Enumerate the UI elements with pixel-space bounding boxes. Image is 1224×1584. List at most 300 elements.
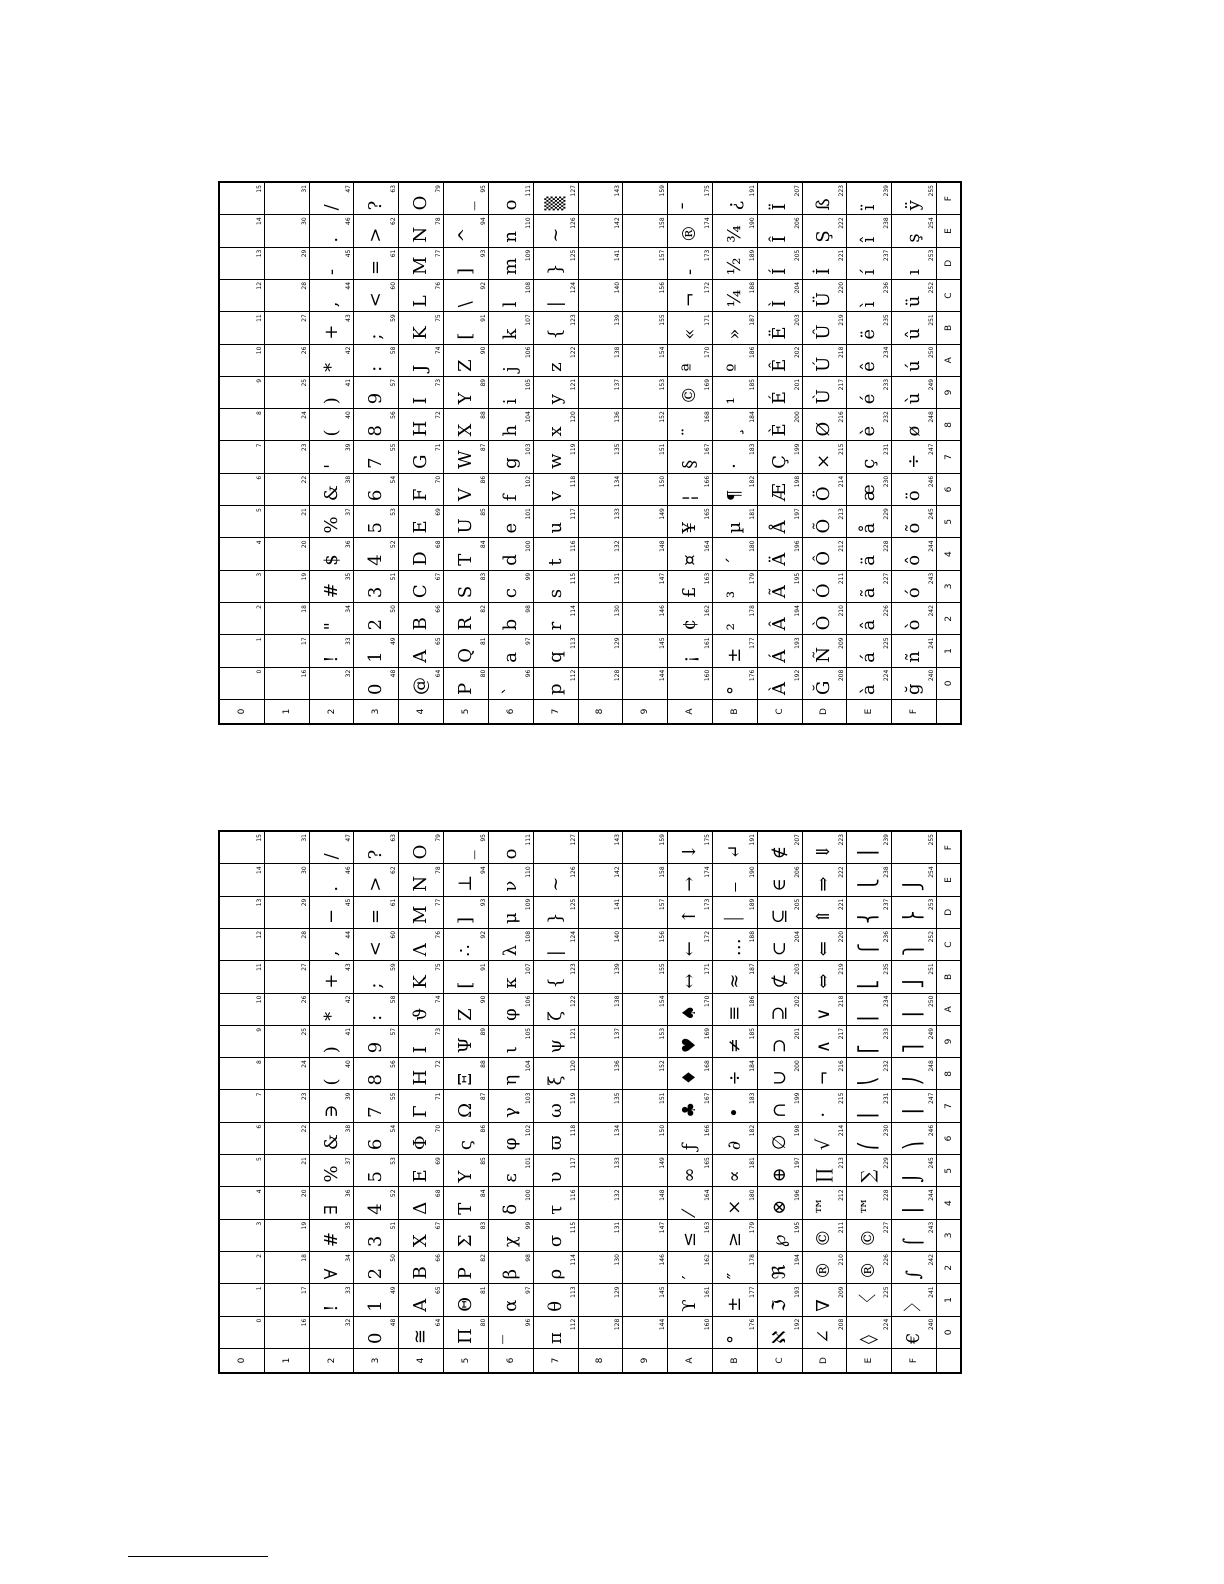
char-code: 118 <box>569 1124 577 1137</box>
char-glyph: Î <box>768 235 790 243</box>
char-cell <box>623 864 668 896</box>
char-glyph: ⇐ <box>813 941 835 957</box>
char-code: 207 <box>793 185 801 197</box>
char-code: 78 <box>435 217 443 225</box>
char-code: 14 <box>255 866 263 874</box>
char-cell <box>264 832 309 864</box>
char-code: 56 <box>390 1060 398 1068</box>
char-cell <box>623 441 668 473</box>
char-code: 10 <box>255 995 263 1004</box>
char-cell <box>444 1155 489 1187</box>
char-cell <box>712 1316 757 1348</box>
char-cell <box>623 473 668 505</box>
char-code: 69 <box>435 1157 443 1165</box>
char-cell <box>354 506 399 538</box>
char-glyph: f <box>499 494 521 502</box>
char-cell <box>802 376 847 408</box>
char-code: 7 <box>255 443 263 448</box>
char-code: 182 <box>748 475 756 488</box>
char-glyph: ⊥ <box>454 874 476 892</box>
high-nibble-header: 2 <box>309 1349 354 1373</box>
code-row <box>578 832 623 1373</box>
char-cell <box>264 312 309 344</box>
char-glyph: 8 <box>365 1074 387 1086</box>
char-code: 60 <box>390 930 398 939</box>
char-cell <box>757 1155 802 1187</box>
char-cell <box>578 1219 623 1251</box>
char-glyph: 6 <box>365 489 387 502</box>
char-code: 234 <box>883 995 891 1008</box>
char-cell <box>309 667 354 699</box>
char-code: 108 <box>524 281 532 294</box>
char-cell <box>309 344 354 376</box>
char-cell <box>623 1219 668 1251</box>
char-code: 44 <box>345 281 353 290</box>
char-cell <box>309 215 354 247</box>
char-cell <box>668 247 713 279</box>
char-code: 205 <box>793 898 801 911</box>
char-glyph: ω <box>544 1103 566 1118</box>
char-glyph: κ <box>499 977 521 989</box>
char-glyph: υ <box>544 1171 566 1183</box>
char-glyph: r <box>544 621 566 631</box>
char-cell <box>264 215 309 247</box>
char-code: 183 <box>748 443 756 455</box>
char-cell <box>802 864 847 896</box>
char-glyph: Y <box>454 392 476 405</box>
char-glyph: æ <box>858 484 880 502</box>
char-glyph: k <box>499 328 521 340</box>
code-table <box>219 182 961 724</box>
char-cell <box>623 312 668 344</box>
char-glyph: ∏ <box>813 1168 835 1183</box>
char-code: 101 <box>524 508 532 520</box>
char-glyph: ( <box>320 429 342 437</box>
char-code: 102 <box>524 475 532 488</box>
char-code: 229 <box>883 508 891 520</box>
char-cell <box>399 279 444 311</box>
char-code: 9 <box>255 378 263 383</box>
char-cell <box>892 473 937 505</box>
char-cell <box>712 183 757 215</box>
char-code: 176 <box>748 1318 756 1331</box>
char-cell <box>399 896 444 928</box>
char-glyph: × <box>813 453 835 469</box>
char-cell <box>712 409 757 441</box>
char-cell <box>757 864 802 896</box>
char-code: 242 <box>928 1254 935 1266</box>
char-glyph: s <box>544 588 566 599</box>
code-row <box>802 183 847 724</box>
char-code: 32 <box>345 669 353 678</box>
char-code: 136 <box>614 1060 622 1072</box>
char-cell <box>220 506 265 538</box>
char-cell <box>220 896 265 928</box>
char-glyph: ⎬ <box>903 910 925 924</box>
char-code: 66 <box>435 1254 443 1262</box>
char-cell <box>668 279 713 311</box>
char-cell <box>354 247 399 279</box>
char-glyph: ⌡ <box>903 1173 925 1183</box>
char-cell <box>892 1155 937 1187</box>
char-cell <box>309 441 354 473</box>
high-nibble-header: 8 <box>578 700 623 724</box>
char-code: 146 <box>659 1254 667 1266</box>
char-code: 72 <box>435 1060 443 1068</box>
char-code: 120 <box>569 411 577 423</box>
char-cell <box>712 864 757 896</box>
char-glyph: 1 <box>365 1300 387 1312</box>
char-glyph: 8 <box>365 425 387 437</box>
char-glyph: V <box>454 488 476 502</box>
char-code: 233 <box>883 1027 891 1040</box>
char-code: 218 <box>838 346 846 359</box>
char-cell <box>309 1090 354 1122</box>
char-cell <box>847 376 892 408</box>
char-cell <box>757 215 802 247</box>
char-code: 130 <box>614 605 622 617</box>
char-glyph: , <box>320 301 342 308</box>
char-glyph: ⎛ <box>858 1141 880 1151</box>
char-code: 112 <box>569 1318 577 1331</box>
char-cell <box>488 1187 533 1219</box>
char-code: 137 <box>614 378 622 391</box>
char-cell <box>892 864 937 896</box>
char-cell <box>264 1058 309 1090</box>
char-cell <box>309 247 354 279</box>
char-cell <box>802 1284 847 1316</box>
char-glyph: _ <box>454 201 476 211</box>
char-cell <box>220 538 265 570</box>
char-code: 71 <box>435 1092 443 1101</box>
char-cell <box>533 1090 578 1122</box>
char-cell <box>802 1316 847 1348</box>
char-cell <box>264 928 309 960</box>
char-cell <box>802 1122 847 1154</box>
low-nibble-header: 9 <box>937 376 961 408</box>
char-cell <box>264 1284 309 1316</box>
char-cell <box>533 1284 578 1316</box>
code-row <box>220 832 265 1373</box>
char-code: 20 <box>300 540 308 549</box>
low-nibble-header: C <box>937 279 961 311</box>
low-nibble-header: 4 <box>937 1187 961 1219</box>
char-cell <box>892 409 937 441</box>
char-cell <box>488 832 533 864</box>
char-cell <box>220 441 265 473</box>
char-glyph: ″ <box>723 1272 745 1280</box>
char-glyph: ⊄ <box>768 973 790 989</box>
char-code: 211 <box>838 572 846 585</box>
char-code: 230 <box>883 1124 891 1137</box>
char-code: 144 <box>659 1318 667 1331</box>
char-cell <box>578 1187 623 1219</box>
char-code: 158 <box>659 217 667 229</box>
char-code: 94 <box>479 866 487 874</box>
char-cell <box>488 864 533 896</box>
char-glyph: ´ <box>723 556 745 566</box>
char-glyph: ® <box>679 224 701 243</box>
char-cell <box>444 473 489 505</box>
char-cell <box>488 183 533 215</box>
char-cell <box>668 993 713 1025</box>
char-cell <box>488 570 533 602</box>
char-glyph: ⎭ <box>903 878 925 892</box>
high-nibble-header: 5 <box>444 1349 489 1373</box>
char-cell <box>264 376 309 408</box>
char-code: 41 <box>345 378 353 387</box>
char-code: 155 <box>659 314 667 326</box>
char-code: 249 <box>928 378 935 391</box>
char-cell <box>757 635 802 667</box>
char-glyph: ( <box>320 1078 342 1086</box>
char-cell <box>264 635 309 667</box>
char-cell <box>220 961 265 993</box>
char-glyph: ^ <box>454 227 476 243</box>
char-cell <box>802 1155 847 1187</box>
char-glyph: , <box>320 950 342 957</box>
high-nibble-header: B <box>712 1349 757 1373</box>
char-cell <box>668 473 713 505</box>
char-code: 174 <box>703 866 711 878</box>
char-code: 65 <box>435 1286 443 1295</box>
char-code: 75 <box>435 314 443 322</box>
char-glyph: − <box>320 908 342 924</box>
char-glyph: ∀ <box>320 1268 342 1280</box>
char-code: 124 <box>569 930 577 943</box>
char-cell <box>623 409 668 441</box>
char-glyph: Ù <box>813 389 835 405</box>
char-glyph: Χ <box>410 1234 432 1248</box>
char-glyph: Á <box>768 649 790 663</box>
char-code: 28 <box>300 930 308 939</box>
char-code: 37 <box>345 1157 353 1165</box>
char-glyph: ♣ <box>679 1101 701 1118</box>
char-cell <box>309 961 354 993</box>
char-glyph: ª <box>679 363 701 372</box>
char-code: 231 <box>883 443 891 455</box>
corner-cell <box>937 1349 961 1373</box>
char-glyph: » <box>723 328 745 340</box>
char-cell <box>847 1025 892 1057</box>
char-cell <box>533 864 578 896</box>
char-code: 252 <box>928 930 935 943</box>
char-code: 26 <box>300 995 308 1004</box>
char-code: 208 <box>838 1318 846 1331</box>
char-cell <box>757 1284 802 1316</box>
high-nibble-header: 9 <box>623 700 668 724</box>
char-glyph: ⇓ <box>813 844 835 860</box>
char-cell <box>220 832 265 864</box>
char-glyph: ş <box>903 233 925 243</box>
char-cell <box>533 1187 578 1219</box>
char-cell <box>892 961 937 993</box>
char-code: 104 <box>524 411 532 423</box>
char-cell <box>757 1090 802 1122</box>
char-cell <box>712 635 757 667</box>
char-code: 34 <box>345 605 353 613</box>
char-cell <box>802 1187 847 1219</box>
char-code: 246 <box>928 1124 935 1137</box>
char-glyph: ⎧ <box>858 942 880 957</box>
char-glyph: Ê <box>768 358 790 372</box>
char-glyph: U <box>454 518 476 534</box>
char-glyph: ∑ <box>858 1169 880 1183</box>
char-glyph: ‾ <box>499 1335 521 1344</box>
char-cell <box>533 635 578 667</box>
char-code: 249 <box>928 1027 935 1040</box>
char-cell <box>309 603 354 635</box>
char-cell <box>533 1316 578 1348</box>
char-glyph: q <box>544 651 566 663</box>
char-code: 138 <box>614 346 622 359</box>
char-code: 102 <box>524 1124 532 1137</box>
char-cell <box>802 1058 847 1090</box>
char-code: 168 <box>703 1060 711 1072</box>
char-code: 57 <box>390 378 398 387</box>
char-code: 67 <box>435 572 443 581</box>
char-code: 99 <box>524 572 532 581</box>
char-cell <box>354 603 399 635</box>
char-code: 77 <box>435 898 443 907</box>
char-cell <box>892 506 937 538</box>
char-cell <box>892 247 937 279</box>
char-glyph: ∝ <box>723 1170 745 1183</box>
char-code: 125 <box>569 898 577 911</box>
char-code: 14 <box>255 217 263 225</box>
char-glyph: D <box>410 551 432 566</box>
high-nibble-header: 9 <box>623 1349 668 1373</box>
char-code: 95 <box>479 834 487 842</box>
char-glyph: … <box>723 938 745 957</box>
char-cell <box>668 183 713 215</box>
char-glyph: λ <box>499 944 521 957</box>
char-cell <box>578 409 623 441</box>
char-cell <box>712 473 757 505</box>
char-cell <box>309 1025 354 1057</box>
footnote-rule <box>128 1556 268 1557</box>
char-cell <box>488 896 533 928</box>
char-code: 117 <box>569 1157 577 1169</box>
char-code: 161 <box>703 637 711 649</box>
char-cell <box>533 279 578 311</box>
char-glyph: ° <box>723 686 745 695</box>
char-code: 109 <box>524 898 532 911</box>
char-glyph: § <box>679 459 701 469</box>
char-glyph: ƒ <box>679 1143 701 1151</box>
char-code: 180 <box>748 540 756 552</box>
char-cell <box>892 1219 937 1251</box>
char-cell <box>847 1187 892 1219</box>
char-glyph: φ <box>499 1008 521 1021</box>
char-glyph: ä <box>858 555 880 566</box>
char-code: 48 <box>390 669 398 678</box>
char-code: 155 <box>659 963 667 975</box>
char-glyph: W <box>454 450 476 469</box>
code-row <box>264 832 309 1373</box>
char-cell <box>847 215 892 247</box>
char-glyph: K <box>410 326 432 340</box>
char-cell <box>488 473 533 505</box>
char-cell <box>892 279 937 311</box>
char-code: 83 <box>479 1221 487 1230</box>
char-glyph: Ç <box>768 455 790 469</box>
char-code: 209 <box>838 637 846 649</box>
char-code: 25 <box>300 378 308 387</box>
char-cell <box>444 832 489 864</box>
char-glyph: Ú <box>813 356 835 372</box>
char-glyph: ⇑ <box>813 908 835 924</box>
char-code: 224 <box>883 669 891 682</box>
char-code: 147 <box>659 1221 667 1234</box>
char-glyph: j <box>499 366 521 372</box>
char-cell <box>668 1090 713 1122</box>
char-code: 89 <box>479 378 487 387</box>
char-glyph: ` <box>499 686 521 695</box>
char-cell <box>623 344 668 376</box>
char-glyph: Α <box>410 1298 432 1312</box>
char-glyph: H <box>410 420 432 437</box>
low-nibble-header: B <box>937 312 961 344</box>
char-code: 152 <box>659 1060 667 1072</box>
char-cell <box>578 538 623 570</box>
char-cell <box>354 1284 399 1316</box>
char-code: 254 <box>928 217 935 229</box>
char-glyph: ∪ <box>768 1070 790 1086</box>
char-code: 5 <box>255 508 263 512</box>
char-cell <box>757 344 802 376</box>
char-glyph: Γ <box>410 1105 432 1118</box>
char-glyph: µ <box>723 521 745 534</box>
low-nibble-header: 4 <box>937 538 961 570</box>
char-glyph: ≠ <box>723 1038 745 1054</box>
char-glyph: ∅ <box>768 1134 790 1151</box>
char-code: 16 <box>300 1318 308 1327</box>
char-cell <box>578 570 623 602</box>
char-glyph: x <box>544 426 566 437</box>
char-cell <box>712 603 757 635</box>
char-glyph: 0 <box>365 1332 387 1344</box>
char-code: 232 <box>883 1060 891 1072</box>
char-cell <box>847 441 892 473</box>
char-glyph: ? <box>365 200 387 211</box>
char-code: 223 <box>838 834 846 846</box>
char-code: 197 <box>793 1157 801 1169</box>
char-code: 40 <box>345 411 353 419</box>
char-glyph: ¿ <box>723 200 745 211</box>
char-cell <box>892 896 937 928</box>
char-glyph: ≤ <box>679 1231 701 1248</box>
char-cell <box>309 570 354 602</box>
char-code: 207 <box>793 834 801 846</box>
char-glyph: Ì <box>768 300 790 308</box>
char-glyph: ¾ <box>723 225 745 243</box>
char-cell <box>264 1122 309 1154</box>
char-code: 188 <box>748 281 756 294</box>
char-cell <box>444 441 489 473</box>
char-cell <box>399 1122 444 1154</box>
char-cell <box>354 864 399 896</box>
char-code: 128 <box>614 1318 622 1331</box>
high-nibble-header: 1 <box>264 1349 309 1373</box>
char-code: 96 <box>524 1318 532 1327</box>
char-code: 133 <box>614 508 622 520</box>
char-code: 114 <box>569 1254 577 1266</box>
char-glyph: 4 <box>365 1203 387 1215</box>
char-code: 1 <box>255 637 263 642</box>
char-cell <box>264 864 309 896</box>
high-nibble-header: 7 <box>533 700 578 724</box>
